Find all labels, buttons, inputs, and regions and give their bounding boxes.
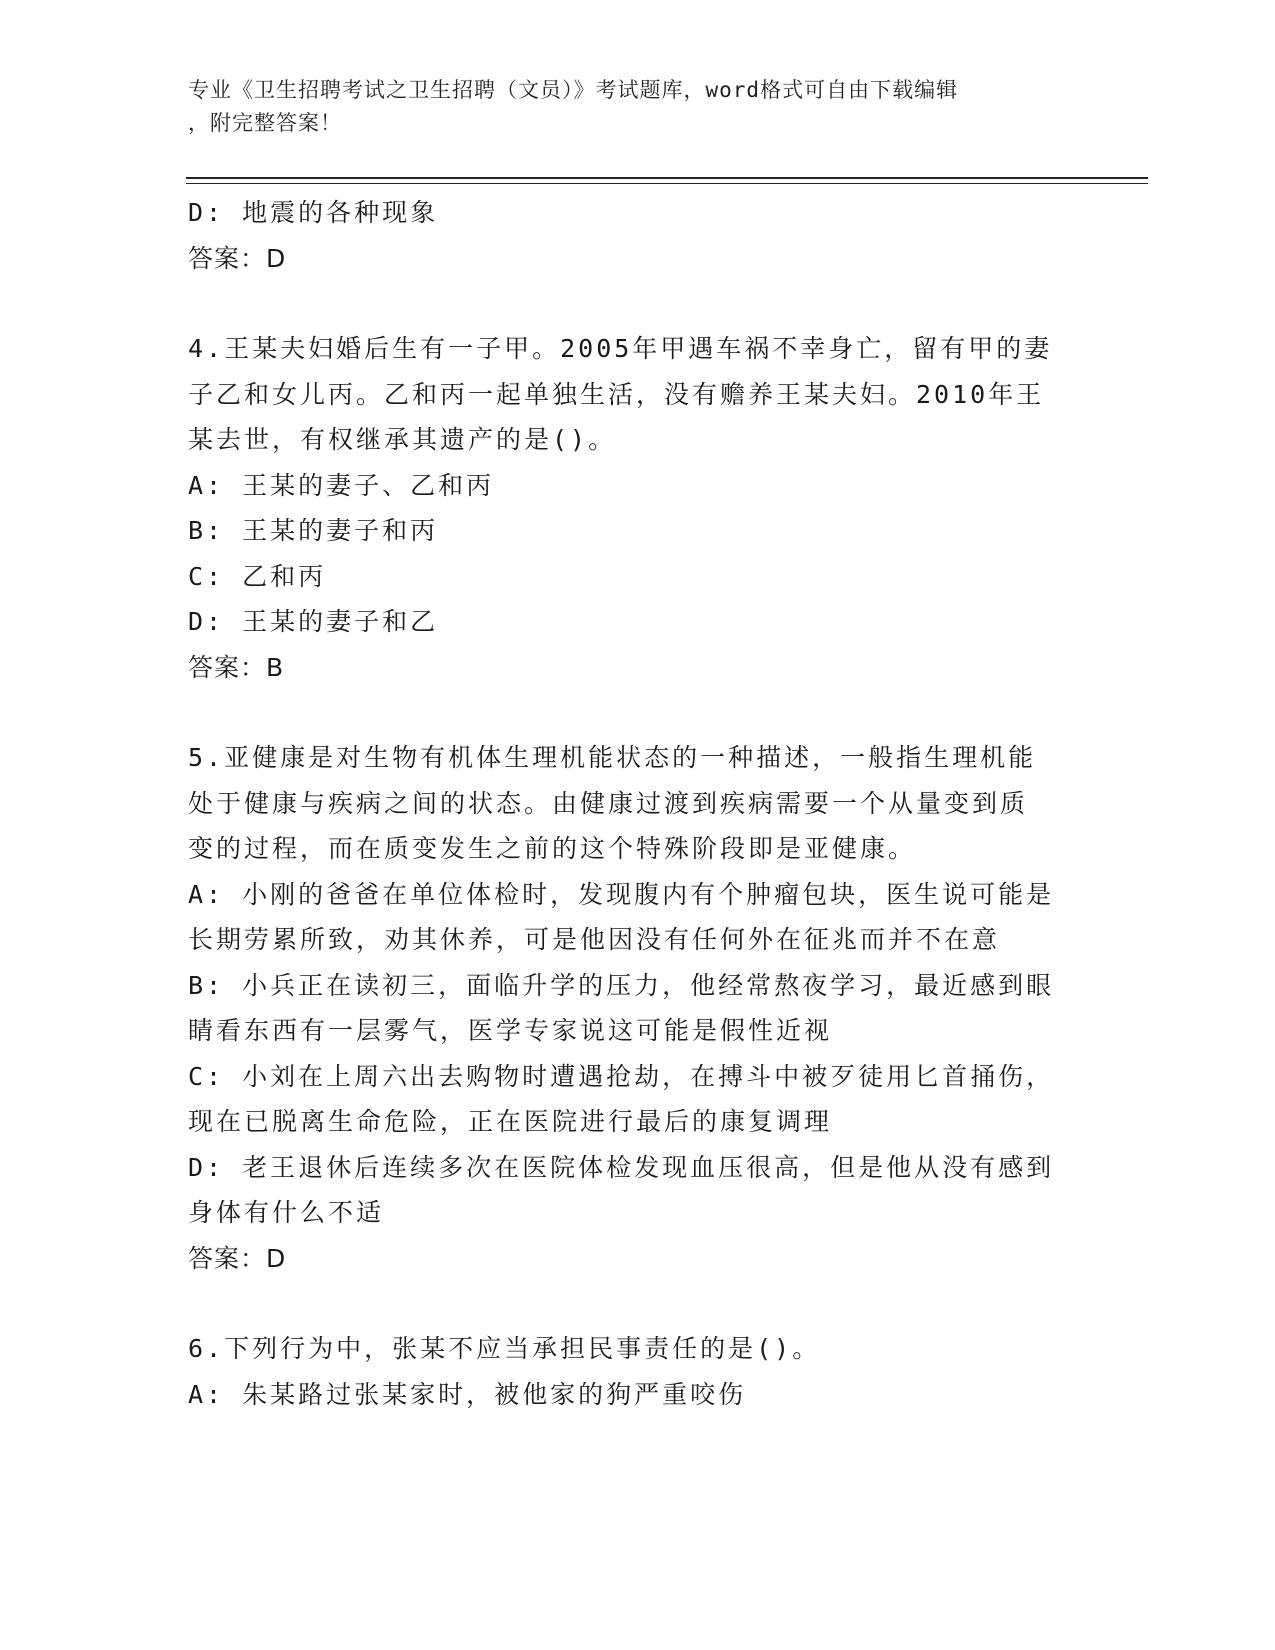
header-rule-thick	[186, 177, 1148, 179]
option-d: D: 地震的各种现象	[188, 198, 439, 227]
option-b: B: 王某的妻子和丙	[188, 516, 439, 545]
question-content	[188, 190, 1078, 1417]
spacer	[188, 281, 1078, 326]
option-a: A: 小刚的爸爸在单位体检时，发现腹内有个肿瘤包块，医生说可能是	[188, 879, 1055, 909]
question-4	[188, 326, 1078, 690]
question-6	[188, 1326, 1078, 1417]
option-d-cont: 身体有什么不适	[188, 1198, 385, 1227]
question-stem: 6.下列行为中，张某不应当承担民事责任的是()。	[188, 1334, 821, 1363]
option-c: C: 小刘在上周六出去购物时遭遇抢劫，在搏斗中被歹徒用匕首捅伤，	[188, 1061, 1055, 1091]
question-5	[188, 735, 1078, 1281]
spacer	[188, 690, 1078, 735]
option-c-cont: 现在已脱离生命危险，正在医院进行最后的康复调理	[188, 1107, 833, 1136]
option-a: A: 朱某路过张某家时，被他家的狗严重咬伤	[188, 1379, 747, 1409]
question-stem: 处于健康与疾病之间的状态。由健康过渡到疾病需要一个从量变到质	[188, 788, 1029, 818]
option-b-cont: 睛看东西有一层雾气，医学专家说这可能是假性近视	[188, 1016, 833, 1045]
option-d: D: 老王退休后连续多次在医院体检发现血压很高，但是他从没有感到	[188, 1152, 1055, 1182]
spacer	[188, 1281, 1078, 1326]
answer: 答案：D	[188, 243, 287, 273]
question-stem: 子乙和女儿丙。乙和丙一起单独生活，没有赡养王某夫妇。2010年王	[188, 379, 1045, 409]
page-header	[188, 74, 1078, 140]
header-rule-thin	[186, 183, 1148, 184]
header-line-2: ，附完整答案！	[188, 111, 342, 135]
answer: 答案：B	[188, 652, 285, 682]
question-stem: 4.王某夫妇婚后生有一子甲。2005年甲遇车祸不幸身亡，留有甲的妻	[188, 334, 1053, 363]
option-a-cont: 长期劳累所致，劝其休养，可是他因没有任何外在征兆而并不在意	[188, 925, 1001, 954]
option-b: B: 小兵正在读初三，面临升学的压力，他经常熬夜学习，最近感到眼	[188, 970, 1055, 1000]
question-stem: 5.亚健康是对生物有机体生理机能状态的一种描述，一般指生理机能	[188, 743, 1037, 772]
question-stem: 变的过程，而在质变发生之前的这个特殊阶段即是亚健康。	[188, 834, 917, 863]
question-stem: 某去世，有权继承其遗产的是()。	[188, 425, 617, 454]
question-3-tail	[188, 190, 1078, 281]
option-a: A: 王某的妻子、乙和丙	[188, 470, 495, 500]
option-d: D: 王某的妻子和乙	[188, 607, 439, 636]
option-c: C: 乙和丙	[188, 561, 327, 591]
header-line-1: 专业《卫生招聘考试之卫生招聘（文员）》考试题库，word格式可自由下载编辑	[188, 78, 959, 102]
answer: 答案：D	[188, 1243, 287, 1273]
